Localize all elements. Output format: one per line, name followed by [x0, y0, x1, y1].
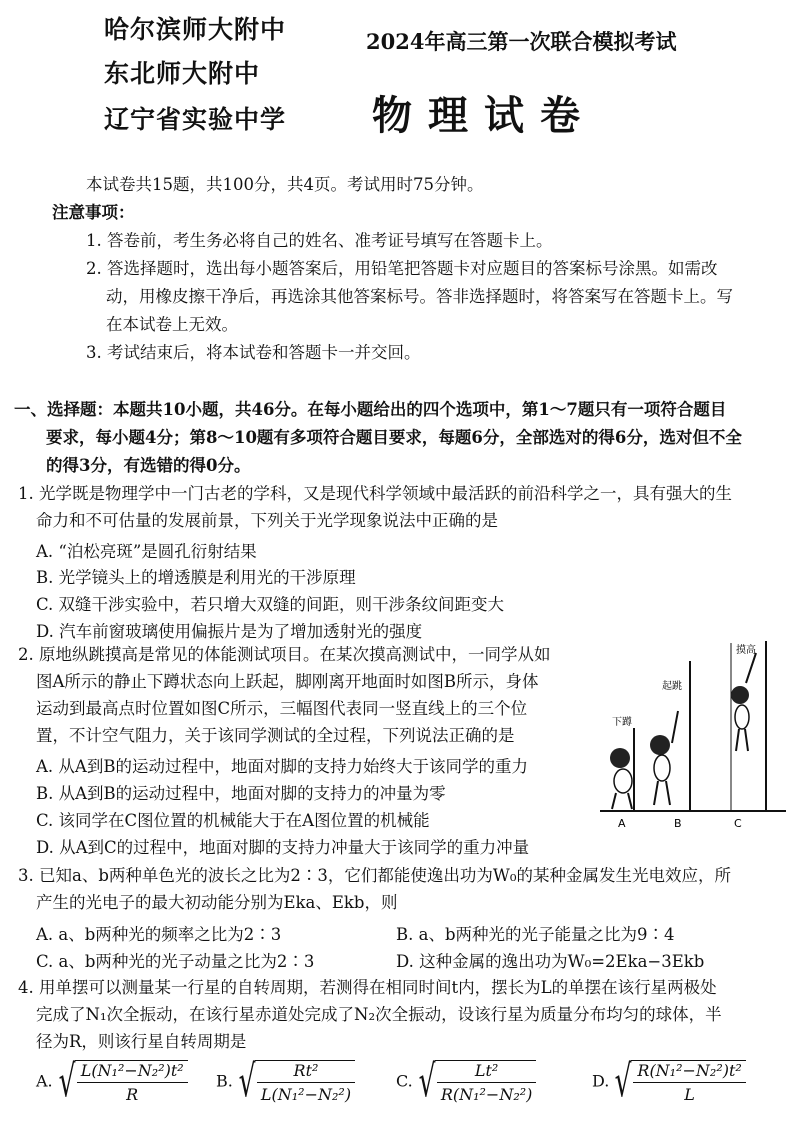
- q3-stem-1: 3. 已知a、b两种单色光的波长之比为2∶3，它们都能使逸出功为W₀的某种金属发生光电效应，所: [18, 866, 731, 885]
- q4-option-c: C. √ $\frac{\text{Lt²}}{\text{R(N₁²−N₂²)}}$: [396, 1060, 536, 1120]
- label-crouch: 下蹲: [612, 717, 632, 728]
- person-c-top: [731, 653, 756, 751]
- q1-stem-2: 命力和不可估量的发展前景，下列关于光学现象说法中正确的是: [36, 511, 498, 530]
- label-takeoff: 起跳: [662, 681, 682, 692]
- q4-stem-3: 径为R，则该行星自转周期是: [36, 1032, 247, 1051]
- jump-figure: [598, 633, 788, 838]
- q3-option-a: A. a、b两种光的频率之比为2∶3: [36, 925, 282, 944]
- q2-option-a: A. 从A到B的运动过程中，地面对脚的支持力始终大于该同学的重力: [36, 757, 528, 776]
- label-reach: 摸高: [736, 645, 756, 656]
- q1-option-a: A. “泊松亮斑”是圆孔衍射结果: [36, 542, 257, 561]
- notice-line-3: 动，用橡皮擦干净后，再选涂其他答案标号。答非选择题时，将答案写在答题卡上。写: [106, 287, 733, 306]
- q2-option-c: C. 该同学在C图位置的机械能大于在A图位置的机械能: [36, 811, 430, 830]
- q4-option-a: A. √ $\frac{\text{L(N₁²−N₂²)t²}}{R}$: [36, 1060, 188, 1120]
- person-b-takeoff: [650, 711, 678, 805]
- q1-option-d: D. 汽车前窗玻璃使用偏振片是为了增加透射光的强度: [36, 622, 423, 641]
- q3-option-c: C. a、b两种光的光子动量之比为2∶3: [36, 952, 315, 971]
- q1-option-b: B. 光学镜头上的增透膜是利用光的干涉原理: [36, 568, 356, 587]
- q4-option-b: B. √ $\frac{\text{Rt²}}{\text{L(N₁²−N₂²)}}$: [216, 1060, 355, 1120]
- q3-option-b: B. a、b两种光的光子能量之比为9∶4: [396, 925, 675, 944]
- notice-line-5: 3. 考试结束后，将本试卷和答题卡一并交回。: [86, 343, 421, 362]
- exam-title: 2024年高三第一次联合模拟考试: [366, 29, 677, 54]
- person-a-crouch: [610, 748, 632, 809]
- q2-stem-3: 运动到最高点时位置如图C所示，三幅图代表同一竖直线上的三个位: [36, 699, 528, 718]
- q1-stem-1: 1. 光学既是物理学中一门古老的学科，又是现代科学领域中最活跃的前沿科学之一，具有强大的生: [18, 484, 732, 503]
- q2-stem-1: 2. 原地纵跳摸高是常见的体能测试项目。在某次摸高测试中，一同学从如: [18, 645, 551, 664]
- school-name-1: 哈尔滨师大附中: [104, 15, 287, 44]
- q4-stem-2: 完成了N₁次全振动，在该行星赤道处完成了N₂次全振动，设该行星为质量分布均匀的球体，半: [36, 1005, 722, 1024]
- q2-stem-4: 置，不计空气阻力，关于该同学测试的全过程，下列说法正确的是: [36, 726, 515, 745]
- school-name-3: 辽宁省实验中学: [104, 105, 287, 134]
- notice-line-1: 1. 答卷前，考生务必将自己的姓名、准考证号填写在答题卡上。: [86, 231, 553, 250]
- notice-line-2: 2. 答选择题时，选出每小题答案后，用铅笔把答题卡对应题目的答案标号涂黑。如需改: [86, 259, 718, 278]
- section-line-2: 要求，每小题4分；第8～10题有多项符合题目要求，每题6分，全部选对的得6分，选对但不全: [46, 428, 742, 447]
- q2-stem-2: 图A所示的静止下蹲状态向上跃起，脚刚离开地面时如图B所示，身体: [36, 672, 539, 691]
- notice-line-4: 在本试卷上无效。: [106, 315, 238, 334]
- q2-option-b: B. 从A到B的运动过程中，地面对脚的支持力的冲量为零: [36, 784, 446, 803]
- q3-stem-2: 产生的光电子的最大初动能分别为Eka、Ekb，则: [36, 893, 398, 912]
- school-name-2: 东北师大附中: [104, 59, 261, 88]
- intro-text: 本试卷共15题，共100分，共4页。考试用时75分钟。: [86, 175, 484, 194]
- label-b: B: [674, 817, 682, 830]
- q1-option-c: C. 双缝干涉实验中，若只增大双缝的间距，则干涉条纹间距变大: [36, 595, 505, 614]
- q4-option-d: D. √ $\frac{\text{R(N₁²−N₂²)t²}}{L}$: [592, 1060, 746, 1120]
- notice-heading: 注意事项：: [52, 203, 135, 222]
- q4-stem-1: 4. 用单摆可以测量某一行星的自转周期，若测得在相同时间t内，摆长为L的单摆在该行星两极处: [18, 978, 717, 997]
- label-a: A: [618, 817, 626, 830]
- label-c: C: [734, 817, 742, 830]
- q3-option-d: D. 这种金属的逸出功为W₀=2Eka−3Ekb: [396, 952, 705, 971]
- section-line-1: 一、选择题：本题共10小题，共46分。在每小题给出的四个选项中，第1～7题只有一项符合题目: [14, 400, 727, 419]
- section-line-3: 的得3分，有选错的得0分。: [46, 456, 251, 475]
- q2-option-d: D. 从A到C的过程中，地面对脚的支持力冲量大于该同学的重力冲量: [36, 838, 530, 857]
- subject-title: 物理试卷: [372, 92, 596, 139]
